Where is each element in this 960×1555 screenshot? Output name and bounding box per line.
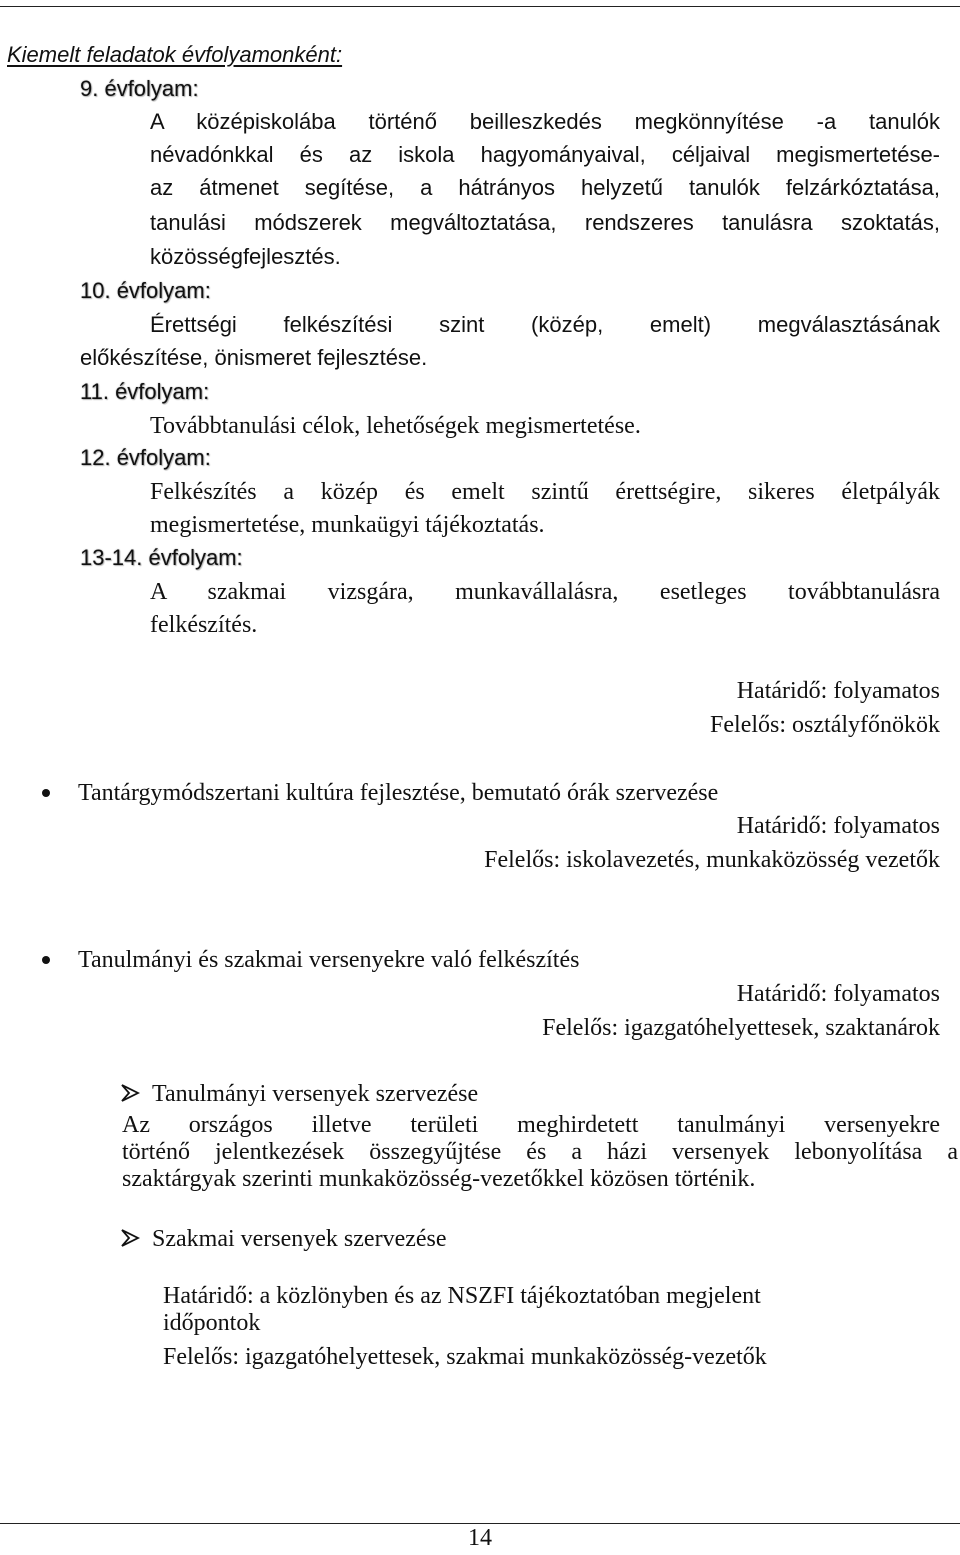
grade-9-line-1: A középiskolába történő beilleszkedés megkönnyítése -a tanulók — [150, 109, 940, 134]
block1-responsible: Felelős: osztályfőnökök — [710, 712, 940, 738]
sub1-line-1: Az országos illetve területi meghirdetett tanulmányi versenyekre — [122, 1112, 940, 1138]
page-number: 14 — [468, 1525, 492, 1551]
grade-9-label: 9. évfolyam: — [80, 76, 199, 101]
grade-11-label: 11. évfolyam: — [80, 379, 210, 404]
sub1-line-2: történő jelentkezések összegyűjtése és a házi versenyek lebonyolítása a — [122, 1139, 958, 1165]
grade-13-14-line-2: felkészítés. — [150, 612, 258, 638]
bullet1-text: Tantárgymódszertani kultúra fejlesztése, bemutató órák szervezése — [78, 780, 719, 806]
bullet2-text: Tanulmányi és szakmai versenyekre való felkészítés — [78, 947, 580, 973]
grade-9-line-2: névadónkkal és az iskola hagyományaival, céljaival megismertetése- — [150, 142, 940, 167]
bullet-dot-icon — [42, 956, 50, 964]
sub2-responsible: Felelős: igazgatóhelyettesek, szakmai munkaközösség-vezetők — [163, 1344, 767, 1370]
sub2-title: Szakmai versenyek szervezése — [152, 1226, 447, 1252]
block1-deadline: Határidő: folyamatos — [736, 678, 940, 704]
grade-12-label: 12. évfolyam: — [80, 445, 211, 470]
sub1-line-3: szaktárgyak szerinti munkaközösség-vezetőkkel közösen történik. — [122, 1166, 756, 1192]
grade-13-14-line-1: A szakmai vizsgára, munkavállalásra, esetleges továbbtanulásra — [150, 579, 940, 605]
sub1-title: Tanulmányi versenyek szervezése — [152, 1081, 479, 1107]
bullet2-deadline: Határidő: folyamatos — [736, 981, 940, 1007]
header-rule — [0, 6, 960, 7]
arrowhead-bullet-icon — [120, 1228, 140, 1248]
sub2-deadline-line-2: időpontok — [163, 1310, 261, 1336]
grade-9-line-4: tanulási módszerek megváltoztatása, rendszeres tanulásra szoktatás, — [150, 210, 940, 235]
grade-10-line-1: Érettségi felkészítési szint (közép, emelt) megválasztásának — [150, 312, 940, 337]
grade-12-line-1: Felkészítés a közép és emelt szintű érettségire, sikeres életpályák — [150, 479, 940, 505]
bullet1-responsible: Felelős: iskolavezetés, munkaközösség vezetők — [484, 847, 940, 873]
grade-10-label: 10. évfolyam: — [80, 278, 211, 303]
grade-11-line-1: Továbbtanulási célok, lehetőségek megismertetése. — [150, 413, 641, 439]
bullet1-deadline: Határidő: folyamatos — [736, 813, 940, 839]
grade-12-line-2: megismertetése, munkaügyi tájékoztatás. — [150, 512, 545, 538]
grade-13-14-label: 13-14. évfolyam: — [80, 545, 243, 570]
footer-rule — [0, 1523, 960, 1524]
arrowhead-bullet-icon — [120, 1083, 140, 1103]
grade-9-line-5: közösségfejlesztés. — [150, 244, 341, 269]
sub2-deadline-line-1: Határidő: a közlönyben és az NSZFI tájékoztatóban megjelent — [163, 1283, 761, 1309]
bullet2-responsible: Felelős: igazgatóhelyettesek, szaktanárok — [542, 1015, 940, 1041]
grade-10-line-2: előkészítése, önismeret fejlesztése. — [80, 345, 428, 370]
grade-9-line-3: az átmenet segítése, a hátrányos helyzetű tanulók felzárkóztatása, — [150, 175, 940, 200]
bullet-dot-icon — [42, 789, 50, 797]
section-heading: Kiemelt feladatok évfolyamonként: — [7, 42, 343, 67]
